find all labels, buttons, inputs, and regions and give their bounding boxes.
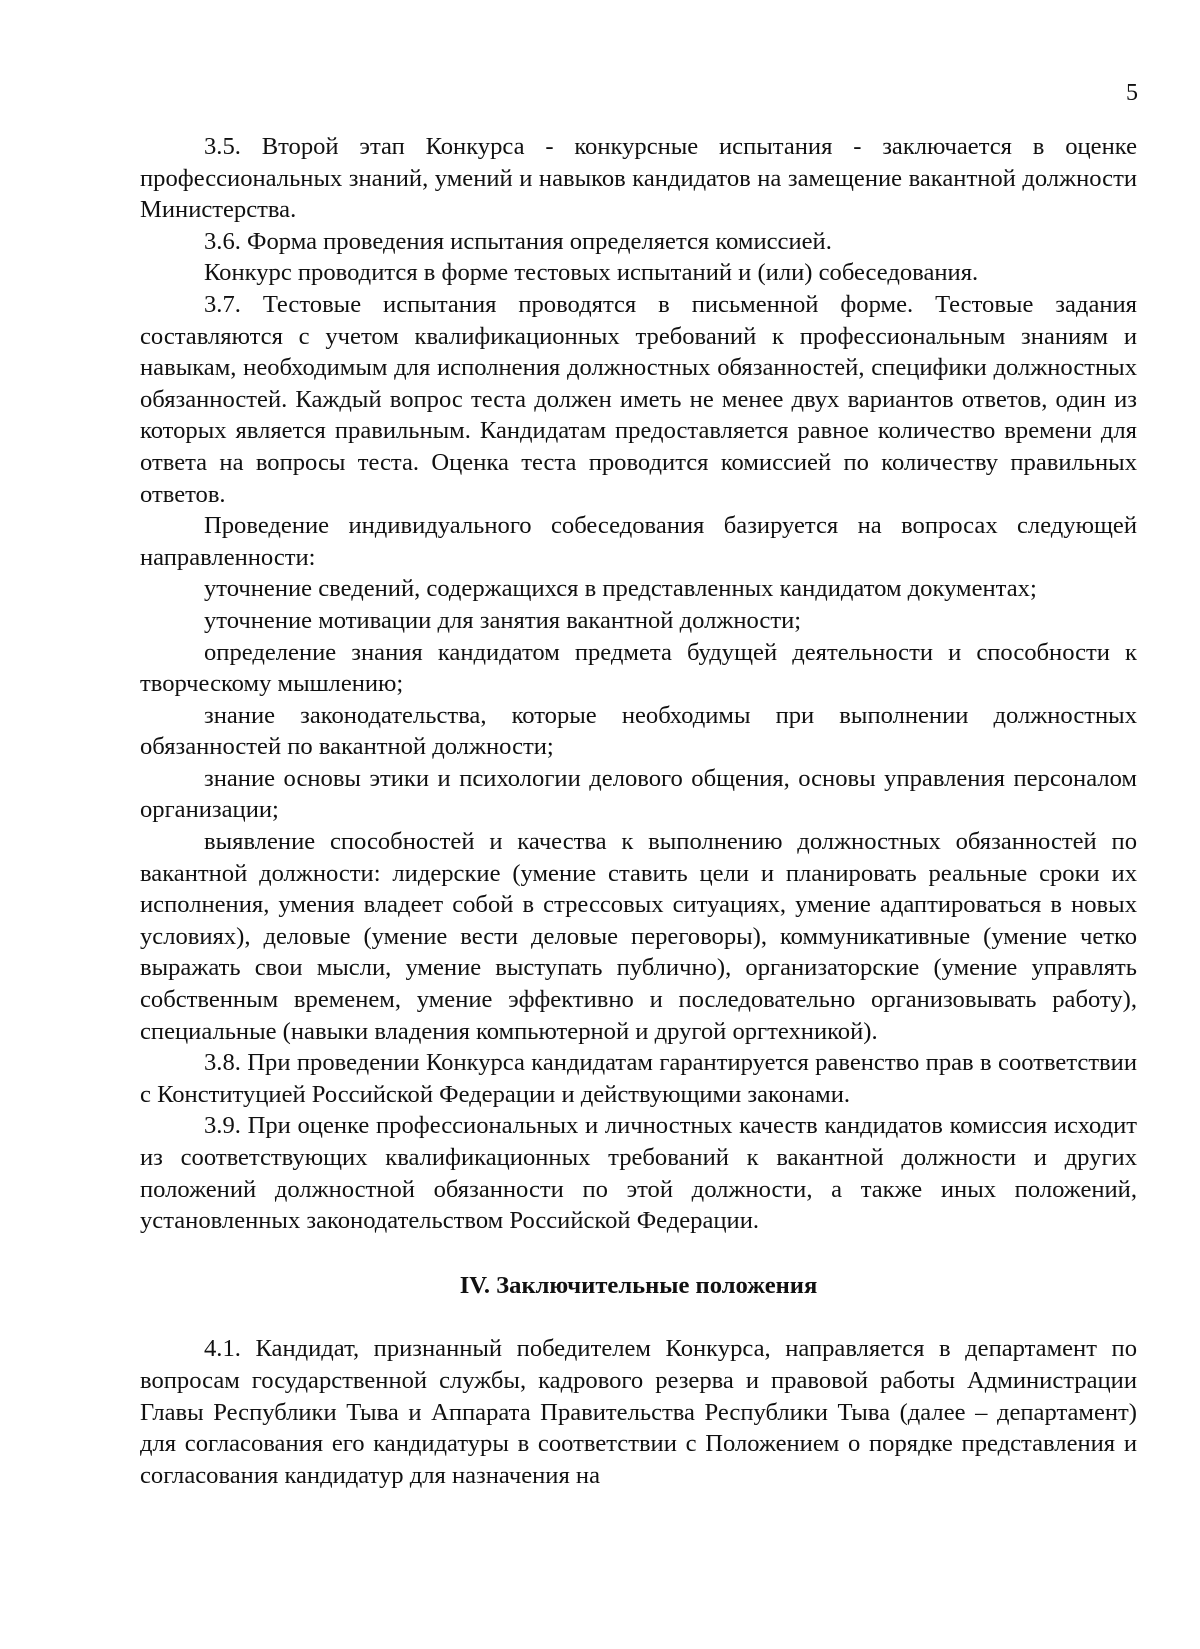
- paragraph-3-5: 3.5. Второй этап Конкурса - конкурсные испытания - заключается в оценке профессиональных знаний, умений и навыков кандидатов на замещение вакантной должности Министерства.: [140, 133, 1137, 224]
- paragraph-interview-intro: Проведение индивидуального собеседования базируется на вопросах следующей направленности:: [140, 512, 1137, 571]
- paragraph-contest-form: Конкурс проводится в форме тестовых испытаний и (или) собеседования.: [204, 259, 979, 287]
- page-number: 5: [1126, 80, 1138, 106]
- paragraph-3-8: 3.8. При проведении Конкурса кандидатам гарантируется равенство прав в соответствии с Конституцией Российской Федерации и действующими законами.: [140, 1049, 1137, 1108]
- list-item-documents: уточнение сведений, содержащихся в представленных кандидатом документах;: [204, 575, 1037, 603]
- list-item-motivation: уточнение мотивации для занятия вакантной должности;: [204, 606, 802, 634]
- section-heading: IV. Заключительные положения: [459, 1271, 818, 1299]
- paragraph-4-1: 4.1. Кандидат, признанный победителем Конкурса, направляется в департамент по вопросам государственной службы, кадрового резерва и правовой работы Администрации Главы Республики Тыва и Аппарата Правительства Республики Тыва (далее – департамент) для согласования его кандидатуры в соответствии с Положением о порядке представления и согласования кандидатур для назначения на: [140, 1335, 1137, 1489]
- list-item-abilities: выявление способностей и качества к выполнению должностных обязанностей по вакантной должности: лидерские (умение ставить цели и планировать реальные сроки их исполнения, умения владеет собой в стрессовых ситуациях, умение адаптироваться в новых условиях), деловые (умение вести деловые переговоры), коммуникативные (умение четко выражать свои мысли, умение выступать публично), организаторские (умение управлять собственным временем, умение эффективно и последовательно организовывать работу), специальные (навыки владения компьютерной и другой оргтехникой).: [140, 828, 1137, 1045]
- paragraph-3-7: 3.7. Тестовые испытания проводятся в письменной форме. Тестовые задания составляются с учетом квалификационных требований к профессиональным знаниям и навыкам, необходимым для исполнения должностных обязанностей, специфики должностных обязанностей. Каждый вопрос теста должен иметь не менее двух вариантов ответов, один из которых является правильным. Кандидатам предоставляется равное количество времени для ответа на вопросы теста. Оценка теста проводится комиссией по количеству правильных ответов.: [140, 290, 1137, 508]
- paragraph-3-9: 3.9. При оценке профессиональных и личностных качеств кандидатов комиссия исходит из соответствующих квалификационных требований к вакантной должности и других положений должностной обязанности по этой должности, а также иных положений, установленных законодательством Российской Федерации.: [140, 1112, 1137, 1235]
- document-body: [140, 131, 1137, 1491]
- list-item-ethics: знание основы этики и психологии делового общения, основы управления персоналом организации;: [140, 764, 1137, 824]
- paragraph-3-6: 3.6. Форма проведения испытания определяется комиссией.: [204, 227, 832, 255]
- list-item-legislation: знание законодательства, которые необходимы при выполнении должностных обязанностей по вакантной должности;: [140, 701, 1137, 761]
- list-item-knowledge: определение знания кандидатом предмета будущей деятельности и способности к творческому мышлению;: [140, 638, 1137, 698]
